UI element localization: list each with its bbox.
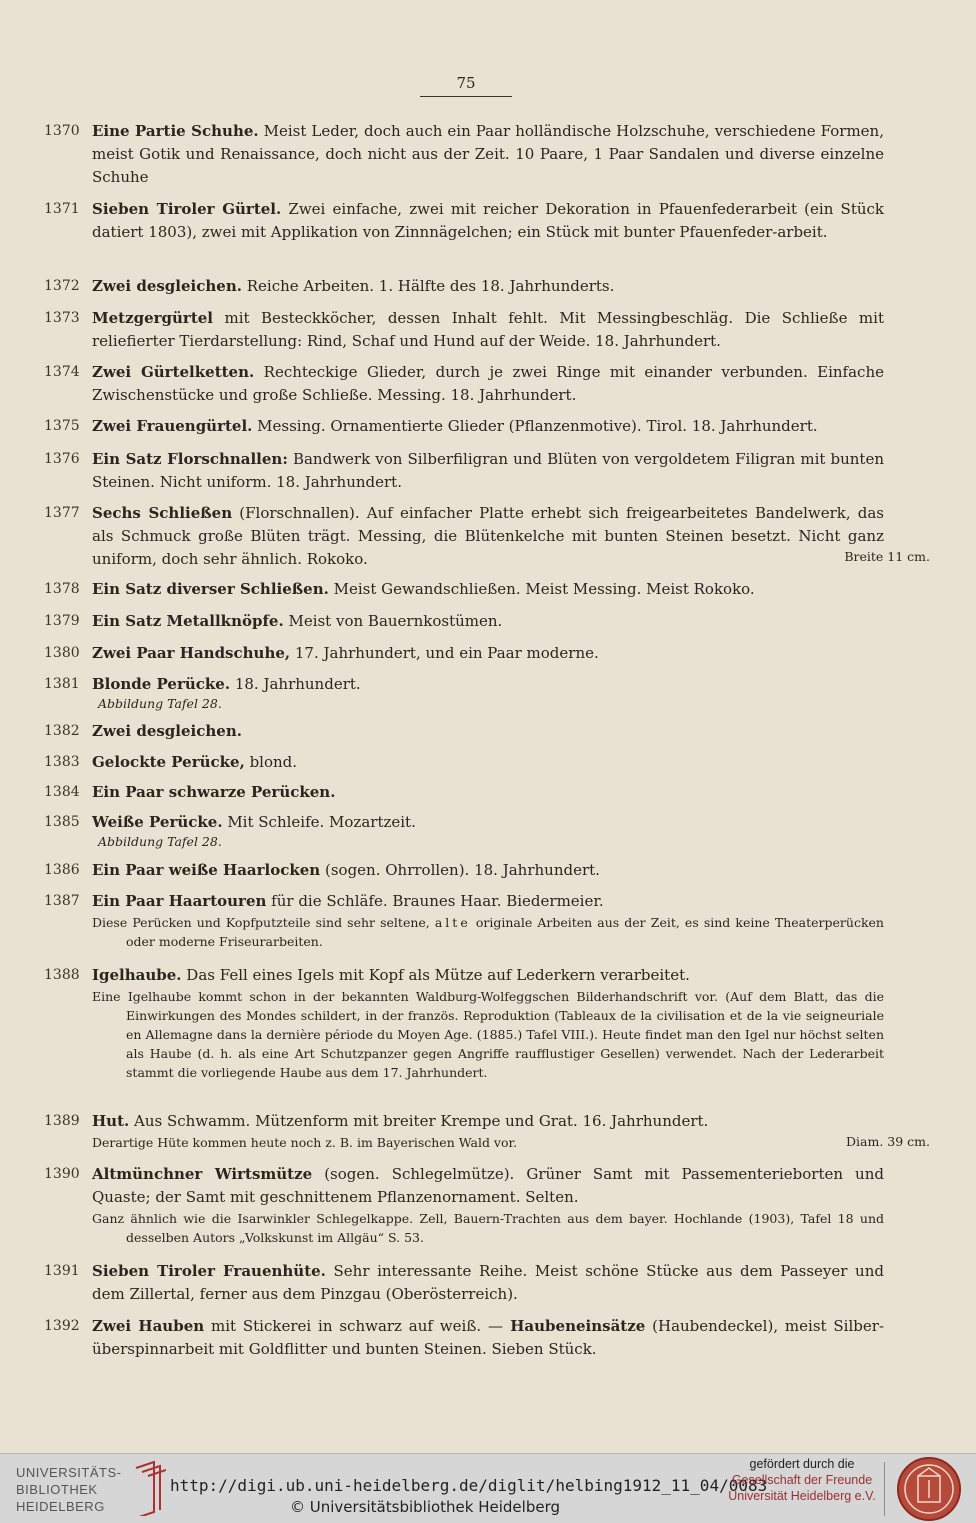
entry-text: Mit Schleife. Mozartzeit. xyxy=(222,813,416,831)
entry-number: 1375 xyxy=(44,418,80,434)
library-name xyxy=(16,1464,121,1515)
entry-title: Hut. xyxy=(92,1112,130,1130)
entry-text: Rechteckige Glieder, durch je zwei Ringe mit einander verbunden. Einfache Zwischenstücke und große Schließe. Messing. 18. Jahrhundert. xyxy=(92,363,884,404)
entry-text: Meist Leder, doch auch ein Paar holländische Holzschuhe, verschiedene Formen, meist Gotik und Renaissance, doch nicht aus der Zeit. 10 Paare, 1 Paar Sandalen und diverse einzelne Schuhe xyxy=(92,122,884,186)
entry-number: 1382 xyxy=(44,723,80,739)
plate-reference: Abbildung Tafel 28. xyxy=(98,834,222,849)
entry-number: 1377 xyxy=(44,505,80,521)
entry-number: 1390 xyxy=(44,1166,80,1182)
entry-title: Ein Satz Metallknöpfe. xyxy=(92,612,284,630)
entry-title: Gelockte Perücke, xyxy=(92,753,245,771)
entry-text: 18. Jahrhundert. xyxy=(230,675,361,693)
entry-title: Igelhaube. xyxy=(92,966,182,984)
entry-text-2: (Haubendeckel), meist Silber-überspinnarbeit mit Goldflitter und bunten Steinen. Sieben Stück. xyxy=(92,1317,884,1358)
entry-text: Bandwerk von Silberfiligran und Blüten von vergoldetem Filigran mit bunten Steinen. Nicht uniform. 18. Jahrhundert. xyxy=(92,450,884,491)
entry-title: Ein Paar weiße Haarlocken xyxy=(92,861,321,879)
entry-number: 1374 xyxy=(44,364,80,380)
permalink-url[interactable]: http://digi.ub.uni-heidelberg.de/diglit/helbing1912_11_04/0083 xyxy=(170,1476,768,1495)
entry-text: (sogen. Ohrrollen). 18. Jahrhundert. xyxy=(320,861,600,879)
library-name-line: HEIDELBERG xyxy=(16,1499,105,1514)
entry-title: Ein Satz Florschnallen: xyxy=(92,450,288,468)
entry-text: Zwei einfache, zwei mit reicher Dekoration in Pfauenfederarbeit (ein Stück datiert 1803), zwei mit Applikation von Zinnnägelchen; ein Stück mit bunter Pfauenfeder-arbeit. xyxy=(92,200,884,241)
entry-title: Zwei Paar Handschuhe, xyxy=(92,644,291,662)
library-name-line: BIBLIOTHEK xyxy=(16,1482,98,1497)
entry-number: 1379 xyxy=(44,613,80,629)
entry-title: Sieben Tiroler Gürtel. xyxy=(92,200,282,218)
footer-divider xyxy=(884,1462,885,1516)
entry-title: Zwei Frauengürtel. xyxy=(92,417,253,435)
copyright-notice: © Universitätsbibliothek Heidelberg xyxy=(290,1498,561,1516)
entry-text: für die Schläfe. Braunes Haar. Biedermeier. xyxy=(266,892,604,910)
entry-title: Sieben Tiroler Frauenhüte. xyxy=(92,1262,326,1280)
entry-number: 1385 xyxy=(44,814,80,830)
library-logo-icon xyxy=(132,1458,166,1516)
entry-number: 1381 xyxy=(44,676,80,692)
entry-title: Metzgergürtel xyxy=(92,309,213,327)
entry-text: mit Stickerei in schwarz auf weiß. — xyxy=(204,1317,503,1335)
entry-note xyxy=(92,913,884,951)
entry-number: 1391 xyxy=(44,1263,80,1279)
entry-number: 1371 xyxy=(44,201,80,217)
entry-title: Eine Partie Schuhe. xyxy=(92,122,259,140)
sponsor-line: Universität Heidelberg e.V. xyxy=(728,1489,876,1503)
entry-title: Zwei Gürtelketten. xyxy=(92,363,255,381)
entry-title: Zwei desgleichen. xyxy=(92,722,242,740)
entry-title: Ein Satz diverser Schließen. xyxy=(92,580,329,598)
entry-number: 1373 xyxy=(44,310,80,326)
entry-text: Sehr interessante Reihe. Meist schöne Stücke aus dem Passeyer und dem Zillertal, ferner aus dem Pinzgau (Oberösterreich). xyxy=(92,1262,884,1303)
plate-reference: Abbildung Tafel 28. xyxy=(98,696,222,711)
sponsor-line: Gesellschaft der Freunde xyxy=(731,1473,873,1487)
entry-title-2: Haubeneinsätze xyxy=(502,1317,646,1335)
sponsor-line: gefördert durch die xyxy=(749,1457,855,1471)
entry-text: blond. xyxy=(244,753,298,771)
entry-title: Zwei desgleichen. xyxy=(92,277,242,295)
entry-text: Reiche Arbeiten. 1. Hälfte des 18. Jahrhunderts. xyxy=(241,277,615,295)
library-name-line: UNIVERSITÄTS- xyxy=(16,1465,122,1480)
entry-title: Blonde Perücke. xyxy=(92,675,231,693)
entry-number: 1387 xyxy=(44,893,80,909)
entry-title: Zwei Hauben xyxy=(92,1317,205,1335)
entry-title: Weiße Perücke. xyxy=(92,813,223,831)
entry-text: (Florschnallen). Auf einfacher Platte erhebt sich freigearbeitetes Bandelwerk, das als Schmuck große Blüten trägt. Messing, die Blütenkelche mit bunten Steinen besetzt. Nicht ganz uniform, doch sehr ähnlich. Rokoko. xyxy=(92,504,884,568)
university-seal-icon xyxy=(896,1456,962,1522)
entry-number: 1376 xyxy=(44,451,80,467)
entry-text: (sogen. Schlegelmütze). Grüner Samt mit Passementerieborten und Quaste; der Samt mit geschnittenem Pflanzenornament. Selten. xyxy=(92,1165,884,1206)
page-number-rule xyxy=(420,96,512,97)
entry-note xyxy=(92,1209,884,1247)
note-text: Ganz ähnlich wie die Isarwinkler Schlegelkappe. Zell, Bauern-Trachten aus dem bayer. Hochlande (1903), Tafel 18 und desselben Autors „Volkskunst im Allgäu“ S. 53. xyxy=(92,1211,884,1245)
note-text: Derartige Hüte kommen heute noch z. B. im Bayerischen Wald vor. xyxy=(92,1135,518,1150)
entry-number: 1386 xyxy=(44,862,80,878)
entry-number: 1378 xyxy=(44,581,80,597)
entry-number: 1392 xyxy=(44,1318,80,1334)
entry-number: 1389 xyxy=(44,1113,80,1129)
entry-text: Meist Gewandschließen. Meist Messing. Meist Rokoko. xyxy=(328,580,755,598)
entry-size: Breite 11 cm. xyxy=(844,549,930,564)
entry-title: Ein Paar schwarze Perücken. xyxy=(92,783,336,801)
entry-number: 1370 xyxy=(44,123,80,139)
entry-number: 1383 xyxy=(44,754,80,770)
entry-number: 1380 xyxy=(44,645,80,661)
entry-number: 1384 xyxy=(44,784,80,800)
page-number: 75 xyxy=(456,74,476,92)
entry-text: mit Besteckköcher, dessen Inhalt fehlt. Mit Messingbeschläg. Die Schließe mit reliefierter Tierdarstellung: Rind, Schaf und Hund auf der Weide. 18. Jahrhundert. xyxy=(92,309,884,350)
entry-title: Ein Paar Haartouren xyxy=(92,892,267,910)
note-emphasis: alte xyxy=(434,915,471,930)
entry-note xyxy=(92,987,884,1082)
note-text: originale Arbeiten aus der Zeit, es sind keine Theaterperücken oder moderne Friseurarbeiten. xyxy=(126,915,884,949)
entry-text: Aus Schwamm. Mützenform mit breiter Krempe und Grat. 16. Jahrhundert. xyxy=(129,1112,709,1130)
entry-title: Sechs Schließen xyxy=(92,504,233,522)
entry-size: Diam. 39 cm. xyxy=(846,1134,930,1149)
footer-bar xyxy=(0,1453,976,1523)
entry-text: Das Fell eines Igels mit Kopf als Mütze auf Lederkern verarbeitet. xyxy=(181,966,690,984)
entry-title: Altmünchner Wirtsmütze xyxy=(92,1165,313,1183)
sponsor-credit xyxy=(722,1456,882,1504)
entry-text: Meist von Bauernkostümen. xyxy=(283,612,503,630)
note-text: Eine Igelhaube kommt schon in der bekannten Waldburg-Wolfeggschen Bilderhandschrift vor. (Auf dem Blatt, das die Einwirkungen des Mondes schildert, in der französ. Reproduktion (Tableaux de la civilisation et de la vie seigneuriale en Allemagne dans la dernière période du Moyen Age. (1885.) Tafel VIII.). Heute findet man den Igel nur höchst selten als Haube (d. h. als eine Art Schutzpanzer gegen Angriffe raufflustiger Gesellen) verwendet. Nach der Lederarbeit stammt die vorliegende Haube aus dem 17. Jahrhundert. xyxy=(92,989,884,1080)
entry-text: 17. Jahrhundert, und ein Paar moderne. xyxy=(290,644,599,662)
note-text: Diese Perücken und Kopfputzteile sind sehr seltene, xyxy=(92,915,430,930)
entry-note xyxy=(92,1133,884,1152)
entry-text: Messing. Ornamentierte Glieder (Pflanzenmotive). Tirol. 18. Jahrhundert. xyxy=(252,417,818,435)
entry-number: 1388 xyxy=(44,967,80,983)
entry-number: 1372 xyxy=(44,278,80,294)
